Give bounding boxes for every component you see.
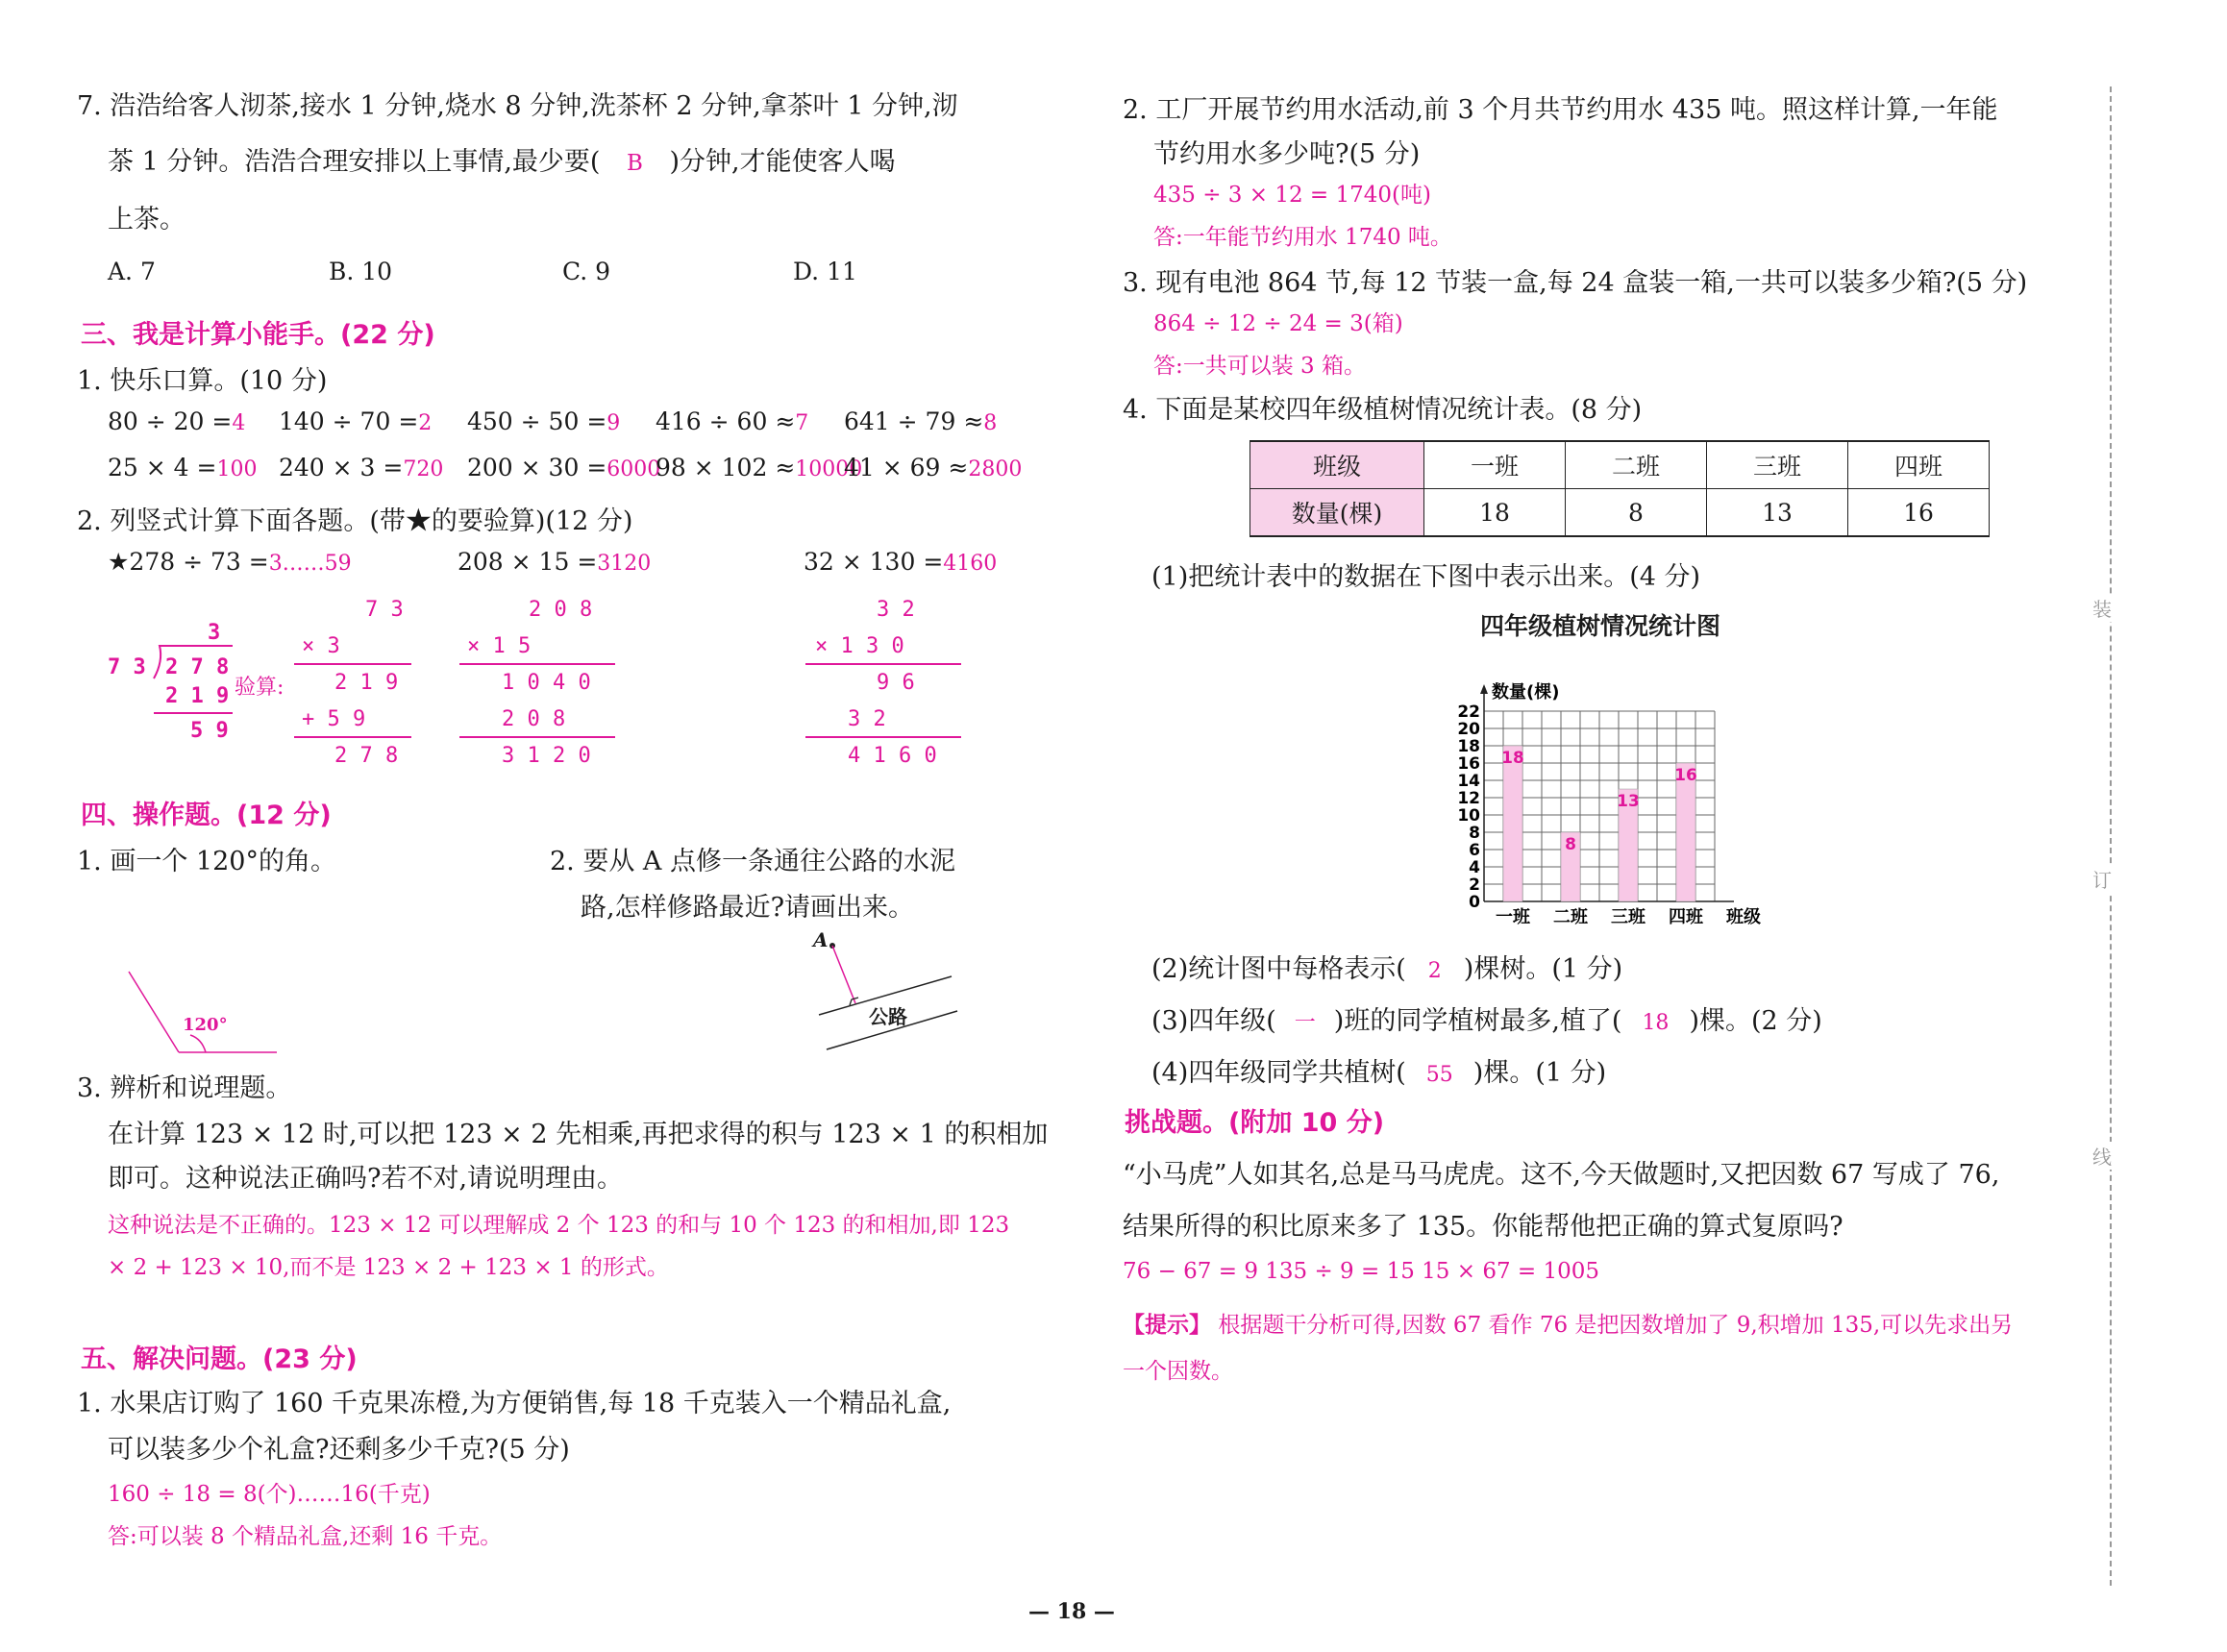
oral-item: 25 × 4 =100 — [108, 454, 258, 481]
angle-label: 120° — [183, 1015, 228, 1035]
q7-option-a: A. 7 — [108, 258, 156, 285]
table-header-cell: 三班 — [1707, 441, 1848, 489]
water-problem-line1: 2. 工厂开展节约用水活动,前 3 个月共节约用水 435 吨。照这样计算,一年能 — [1123, 95, 1998, 125]
oral-item: 641 ÷ 79 ≈8 — [844, 407, 998, 435]
table-header-cell: 一班 — [1424, 441, 1566, 489]
calc-problem-2: 208 × 15 =3120 — [458, 548, 652, 576]
oral-item: 200 × 30 =6000 — [467, 454, 661, 481]
hint-line1: 【提示】 根据题干分析可得,因数 67 看作 76 是把因数增加了 9,积增加 135,可以先求出另 — [1123, 1313, 2014, 1338]
q7-option-b: B. 10 — [329, 258, 393, 285]
binding-line — [2110, 86, 2112, 1586]
oral-calc-heading: 1. 快乐口算。(10 分) — [77, 366, 328, 396]
fruit-problem-line2: 可以装多少个礼盒?还剩多少千克?(5 分) — [108, 1435, 570, 1465]
y-axis-arrow — [1480, 684, 1488, 694]
section4-title: 四、操作题。(12 分) — [81, 801, 332, 830]
bar-value-label: 13 — [1617, 792, 1640, 811]
road-label: 公路 — [869, 1005, 907, 1028]
y-tick-label: 10 — [1457, 806, 1480, 826]
road-task-line1: 2. 要从 A 点修一条通往公路的水泥 — [550, 847, 956, 876]
reasoning-answer-2: × 2 + 123 × 10,而不是 123 × 2 + 123 × 1 的形式。 — [108, 1255, 669, 1280]
bar-value-label: 8 — [1565, 835, 1576, 854]
x-tick-label: 二班 — [1553, 907, 1588, 927]
bar — [1503, 746, 1522, 901]
oral-item: 416 ÷ 60 ≈7 — [656, 407, 809, 435]
q7-option-c: C. 9 — [562, 258, 611, 285]
reasoning-text-1: 在计算 123 × 12 时,可以把 123 × 2 先相乘,再把求得的积与 123 × 1 的积相加 — [108, 1120, 1049, 1149]
q7-line2a: 茶 1 分钟。浩浩合理安排以上事情,最少要( — [108, 147, 601, 177]
chart-task-4: (4)四年级同学共植树( 55 )棵。(1 分) — [1151, 1058, 1607, 1088]
challenge-line1: “小马虎”人如其名,总是马马虎虎。这不,今天做题时,又把因数 67 写成了 76, — [1123, 1160, 2000, 1190]
y-tick-label: 2 — [1469, 875, 1480, 895]
fruit-problem-line1: 1. 水果店订购了 160 千克果冻橙,为方便销售,每 18 千克装入一个精品礼盒, — [77, 1389, 952, 1418]
task3-answer-class: 一 — [1294, 1011, 1316, 1035]
y-tick-label: 18 — [1457, 737, 1480, 756]
tree-bar-chart — [1423, 653, 1807, 932]
water-problem-line2: 节约用水多少吨?(5 分) — [1153, 139, 1421, 169]
battery-answer-1: 864 ÷ 12 ÷ 24 = 3(箱) — [1153, 311, 1403, 336]
hint-line2: 一个因数。 — [1123, 1359, 1233, 1384]
table-cell: 18 — [1424, 489, 1566, 537]
x-tick-label: 三班 — [1611, 907, 1646, 927]
challenge-title: 挑战题。(附加 10 分) — [1125, 1108, 1385, 1138]
table-row-label: 数量(棵) — [1250, 489, 1424, 537]
q7-line1: 7. 浩浩给客人沏茶,接水 1 分钟,烧水 8 分钟,洗茶杯 2 分钟,拿茶叶 1 分钟,沏 — [77, 91, 958, 121]
angle-120-drawing — [123, 966, 286, 1062]
fruit-answer-2: 答:可以装 8 个精品礼盒,还剩 16 千克。 — [108, 1524, 503, 1549]
water-answer-2: 答:一年能节约用水 1740 吨。 — [1153, 225, 1452, 250]
y-tick-label: 14 — [1457, 772, 1480, 791]
reasoning-heading: 3. 辨析和说理题。 — [77, 1073, 292, 1103]
table-header-cell: 四班 — [1848, 441, 1990, 489]
road-diagram — [807, 923, 961, 1057]
calc-problem-1: ★278 ÷ 73 =3……59 — [108, 548, 352, 576]
y-tick-label: 22 — [1457, 703, 1480, 722]
chart-title: 四年级植树情况统计图 — [1480, 612, 1721, 640]
oral-item: 140 ÷ 70 =2 — [279, 407, 433, 435]
y-tick-label: 20 — [1457, 720, 1480, 739]
q7-line2b: )分钟,才能使客人喝 — [669, 147, 896, 177]
y-tick-label: 8 — [1469, 824, 1480, 843]
q7-option-d: D. 11 — [793, 258, 857, 285]
chart-task-2: (2)统计图中每格表示( 2 )棵树。(1 分) — [1151, 954, 1623, 984]
battery-problem: 3. 现有电池 864 节,每 12 节装一盒,每 24 盒装一箱,一共可以装多少箱?(5 分) — [1123, 268, 2028, 298]
oral-item: 240 × 3 =720 — [279, 454, 444, 481]
section5-title: 五、解决问题。(23 分) — [81, 1344, 358, 1374]
bar-value-label: 18 — [1501, 749, 1524, 768]
y-tick-label: 0 — [1469, 893, 1480, 912]
vertical-calc-heading: 2. 列竖式计算下面各题。(带★的要验算)(12 分) — [77, 506, 633, 536]
chart-task-3: (3)四年级( 一 )班的同学植树最多,植了( 18 )棵。(2 分) — [1151, 1006, 1822, 1036]
y-axis-label: 数量(棵) — [1492, 682, 1560, 703]
x-tick-label: 四班 — [1669, 907, 1703, 927]
oral-item: 450 ÷ 50 =9 — [467, 407, 621, 435]
x-tick-label: 一班 — [1496, 907, 1530, 927]
binding-label: 线 — [2092, 1142, 2112, 1170]
section3-title: 三、我是计算小能手。(22 分) — [81, 320, 435, 350]
oral-item: 98 × 102 ≈10000 — [656, 454, 863, 481]
water-answer-1: 435 ÷ 3 × 12 = 1740(吨) — [1153, 183, 1431, 208]
task4-answer: 55 — [1425, 1063, 1453, 1087]
challenge-answer: 76 − 67 = 9 135 ÷ 9 = 15 15 × 67 = 1005 — [1123, 1259, 1600, 1284]
y-tick-label: 12 — [1457, 789, 1480, 808]
reasoning-text-2: 即可。这种说法正确吗?若不对,请说明理由。 — [108, 1164, 624, 1194]
chart-task-1: (1)把统计表中的数据在下图中表示出来。(4 分) — [1151, 562, 1701, 592]
page-number: — 18 — — [1028, 1599, 1115, 1624]
oral-item: 80 ÷ 20 =4 — [108, 407, 246, 435]
q7-line2 — [108, 140, 896, 178]
table-cell: 8 — [1566, 489, 1707, 537]
angle-task: 1. 画一个 120°的角。 — [77, 847, 336, 876]
x-axis-label: 班级 — [1726, 907, 1761, 927]
tree-statistics-table — [1250, 440, 1990, 537]
road-task-line2: 路,怎样修路最近?请画出来。 — [581, 893, 915, 923]
hint-label: 【提示】 — [1123, 1313, 1211, 1338]
table-header-class: 班级 — [1250, 441, 1424, 489]
task3-answer-count: 18 — [1642, 1011, 1670, 1035]
table-cell: 13 — [1707, 489, 1848, 537]
binding-label: 订 — [2092, 865, 2112, 893]
table-header-cell: 二班 — [1566, 441, 1707, 489]
task2-answer: 2 — [1427, 959, 1442, 983]
battery-answer-2: 答:一共可以装 3 箱。 — [1153, 354, 1367, 379]
y-tick-label: 16 — [1457, 754, 1480, 774]
tree-table-heading: 4. 下面是某校四年级植树情况统计表。(8 分) — [1123, 395, 1643, 425]
q7-answer: B — [627, 151, 643, 176]
y-tick-label: 4 — [1469, 858, 1480, 877]
y-tick-label: 6 — [1469, 841, 1480, 860]
calc-problem-3: 32 × 130 =4160 — [804, 548, 998, 576]
q7-line3: 上茶。 — [108, 205, 186, 234]
point-a-label: A — [813, 928, 829, 951]
fruit-answer-1: 160 ÷ 18 = 8(个)……16(千克) — [108, 1482, 431, 1507]
challenge-line2: 结果所得的积比原来多了 135。你能帮他把正确的算式复原吗? — [1123, 1212, 1843, 1242]
reasoning-answer-1: 这种说法是不正确的。123 × 12 可以理解成 2 个 123 的和与 10 个 123 的和相加,即 123 — [108, 1213, 1010, 1238]
binding-label: 装 — [2092, 594, 2112, 622]
oral-item: 41 × 69 ≈2800 — [844, 454, 1023, 481]
table-cell: 16 — [1848, 489, 1990, 537]
bar-value-label: 16 — [1674, 766, 1697, 785]
